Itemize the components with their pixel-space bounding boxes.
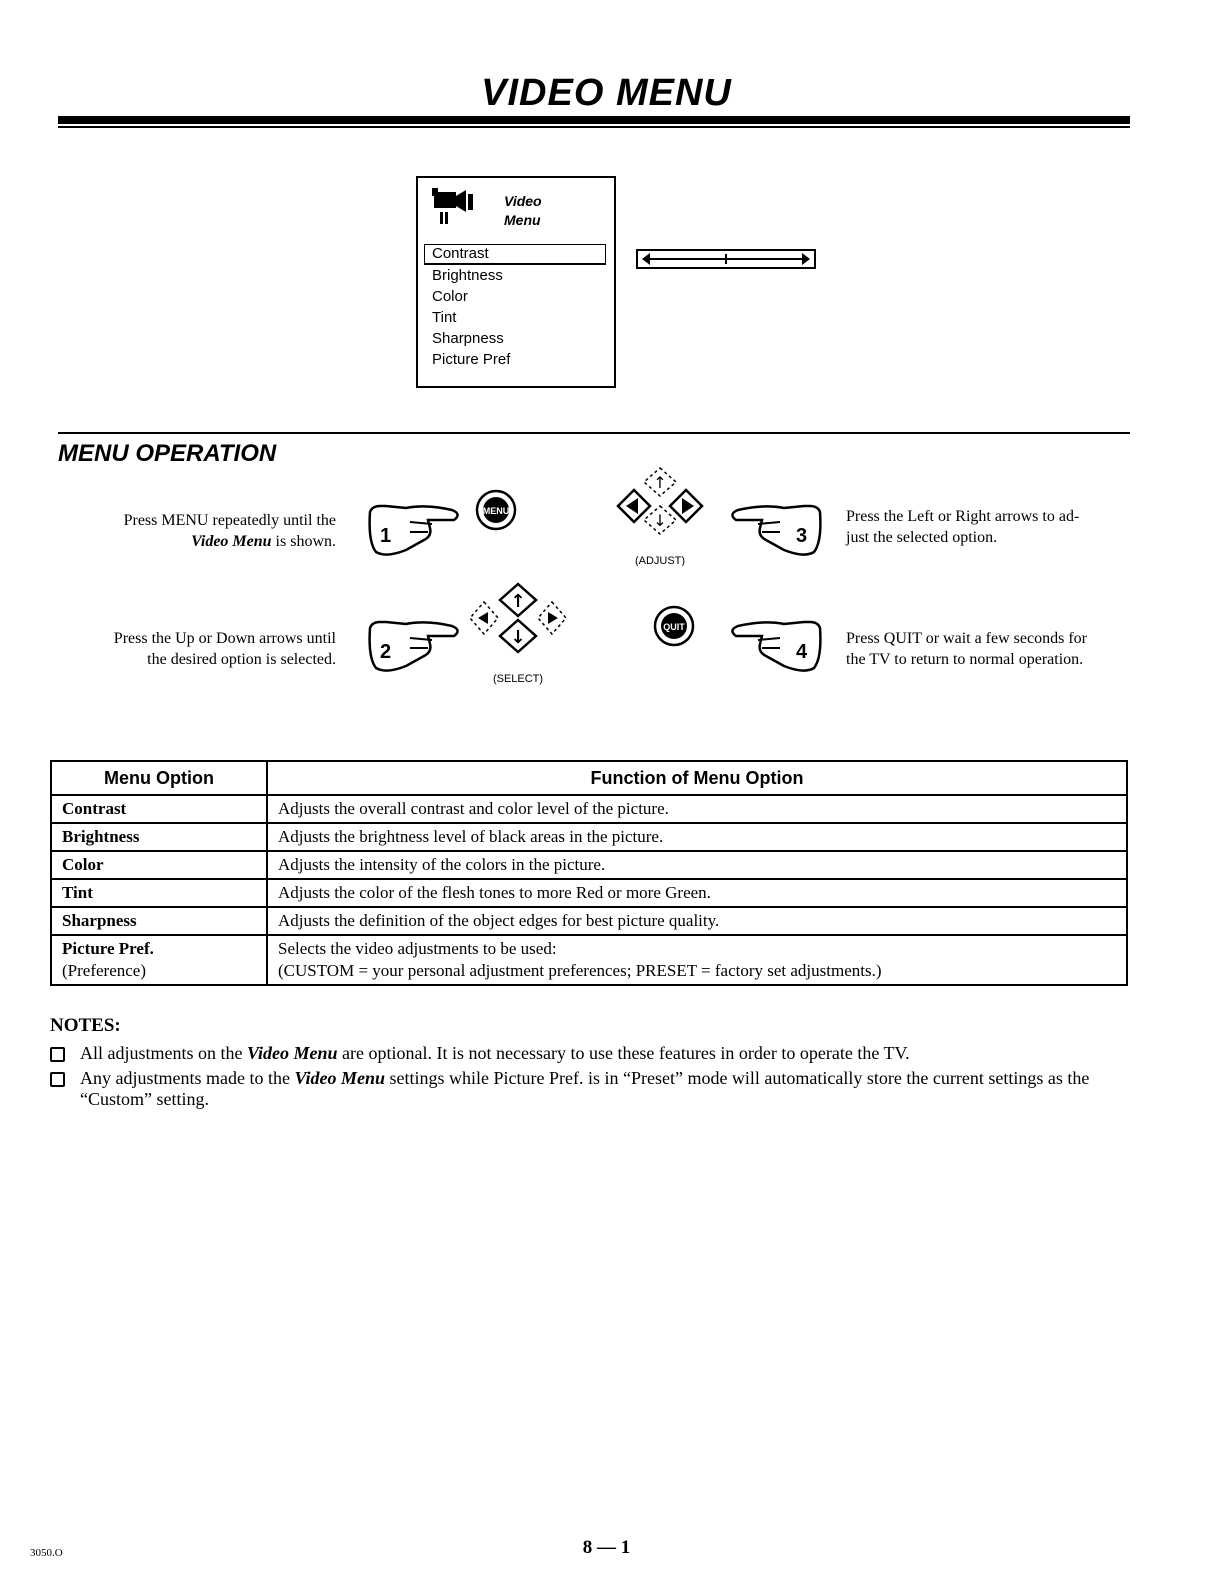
osd-item-tint[interactable]: Tint [432, 309, 457, 326]
table-row [51, 823, 1127, 851]
option-cell: Sharpness [51, 907, 267, 935]
step4-line2: the TV to return to normal operation. [846, 651, 1084, 668]
step1-line1: Press MENU repeatedly until the [123, 512, 336, 529]
osd-item-brightness[interactable]: Brightness [432, 267, 503, 284]
svg-text:↓: ↓ [510, 627, 526, 648]
step3-text [846, 506, 1136, 548]
table-row [51, 795, 1127, 823]
quit-button-label: QUIT [663, 622, 685, 632]
svg-text:↑: ↑ [653, 473, 667, 492]
note2-part1: Any adjustments made to the [80, 1068, 295, 1088]
function-cell: Adjusts the intensity of the colors in the picture. [267, 851, 1127, 879]
option-cell: Contrast [51, 795, 267, 823]
osd-item-color[interactable]: Color [432, 288, 468, 305]
select-caption: (SELECT) [492, 673, 544, 685]
document-code: 3050.O [30, 1547, 63, 1559]
step1-number: 1 [380, 525, 392, 547]
hand-pointer-icon [366, 614, 466, 674]
hand-pointer-icon [366, 498, 466, 558]
step3-line1: Press the Left or Right arrows to ad- [846, 508, 1080, 525]
function-line1: Selects the video adjustments to be used: [278, 939, 557, 958]
adjust-caption: (ADJUST) [634, 555, 686, 566]
note-item [50, 1068, 1130, 1110]
option-name: Picture Pref. [62, 939, 154, 958]
svg-text:↓: ↓ [653, 511, 667, 530]
checkbox-bullet-icon [50, 1072, 65, 1087]
step2-line1: Press the Up or Down arrows until [113, 630, 336, 647]
hand-pointer-icon [724, 498, 824, 558]
note-item [50, 1043, 1130, 1064]
step2-line2: the desired option is selected. [147, 651, 336, 668]
note1-emphasis: Video Menu [246, 1043, 338, 1063]
up-down-arrows-icon[interactable] [466, 580, 576, 686]
osd-item-picture-pref[interactable]: Picture Pref [432, 351, 511, 368]
table-row [51, 851, 1127, 879]
step1-line2 [60, 531, 336, 552]
note2-emphasis: Video Menu [294, 1068, 385, 1088]
step3-number: 3 [796, 525, 808, 547]
title-rule-thin [58, 126, 1130, 128]
section-title: MENU OPERATION [58, 440, 277, 467]
osd-item-sharpness[interactable]: Sharpness [432, 330, 504, 347]
option-cell [51, 935, 267, 985]
step1-text [60, 510, 336, 552]
page-number: 8 — 1 [582, 1537, 631, 1558]
osd-item-list [418, 244, 614, 370]
title-rule [58, 116, 1130, 124]
osd-title [504, 192, 542, 230]
function-cell: Adjusts the brightness level of black areas in the picture. [267, 823, 1127, 851]
page-title: VIDEO MENU [481, 72, 732, 114]
table-row [51, 879, 1127, 907]
function-cell: Adjusts the overall contrast and color level of the picture. [267, 795, 1127, 823]
hand-pointer-icon [724, 614, 824, 674]
section-rule [58, 432, 1130, 434]
step4-text [846, 628, 1146, 670]
column-header-option: Menu Option [51, 761, 267, 795]
table-row [51, 935, 1127, 985]
function-line2: (CUSTOM = your personal adjustment preferences; PRESET = factory set adjustments.) [278, 961, 882, 980]
table-row [51, 907, 1127, 935]
step4-number: 4 [796, 641, 808, 663]
column-header-function: Function of Menu Option [267, 761, 1127, 795]
note1-part2: are optional. It is not necessary to use these features in order to operate the TV. [337, 1043, 910, 1063]
function-cell: Adjusts the definition of the object edges for best picture quality. [267, 907, 1127, 935]
svg-text:↑: ↑ [510, 591, 526, 612]
step1-line2-rest: is shown. [271, 533, 336, 550]
note1-part1: All adjustments on the [80, 1043, 247, 1063]
notes-heading: NOTES: [50, 1015, 121, 1036]
step1-emphasis: Video Menu [191, 533, 272, 550]
step3-line2: just the selected option. [846, 529, 998, 546]
function-cell: Adjusts the color of the flesh tones to more Red or more Green. [267, 879, 1127, 907]
note2-part2: settings while Picture Pref. is in “Preset” mode will automatically store the current settings as the “Custom” setting. [80, 1068, 1090, 1109]
osd-title-line1: Video [504, 193, 542, 209]
function-cell [267, 935, 1127, 985]
option-cell: Tint [51, 879, 267, 907]
osd-item-contrast[interactable]: Contrast [424, 244, 606, 265]
option-cell: Brightness [51, 823, 267, 851]
quit-button-icon[interactable] [652, 604, 696, 648]
menu-button-label: MENU [482, 506, 510, 516]
table-header-row [51, 761, 1127, 795]
adjust-slider[interactable] [636, 249, 816, 269]
osd-title-line2: Menu [504, 212, 541, 228]
note-text [80, 1068, 1130, 1110]
option-cell: Color [51, 851, 267, 879]
left-right-arrows-icon[interactable] [612, 466, 722, 566]
menu-options-table [50, 760, 1128, 986]
note-text [80, 1043, 1130, 1064]
menu-button-icon[interactable] [474, 488, 518, 532]
step4-line1: Press QUIT or wait a few seconds for [846, 630, 1087, 647]
checkbox-bullet-icon [50, 1047, 65, 1062]
step2-text [60, 628, 336, 670]
step2-number: 2 [380, 641, 392, 663]
option-subtitle: (Preference) [62, 961, 146, 980]
video-menu-osd [416, 176, 616, 388]
